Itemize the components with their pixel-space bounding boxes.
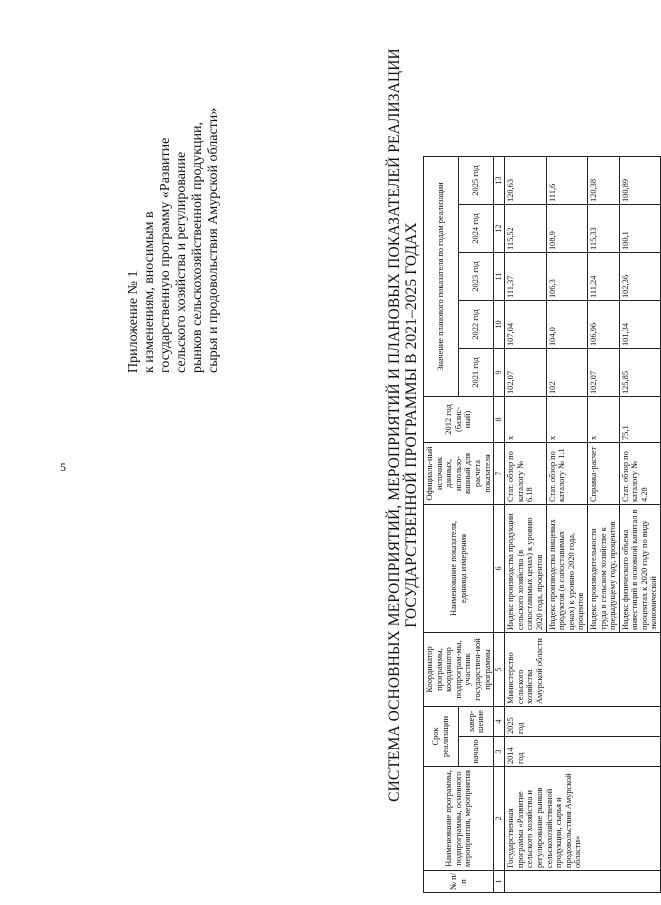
indicators-table xyxy=(423,156,661,893)
appendix-line: Приложение № 1 xyxy=(126,270,141,373)
value-2025: 120,38 xyxy=(587,157,619,205)
value-2023: 106,3 xyxy=(546,253,587,301)
title-line-2: ГОСУДАРСТВЕННОЙ ПРОГРАММЫ В 2021–2025 ГОДАХ xyxy=(403,222,420,628)
header-coordinator: Координатор программы, координатор подпрограм-мы, участник государствен-ной программы xyxy=(424,633,494,707)
indicator-name: Индекс производительности труда в сельском хозяйстве к предыдущему году, процентов xyxy=(587,505,619,633)
header-2022: 2022 год xyxy=(459,301,494,349)
indicator-base: 75,1 xyxy=(619,397,660,443)
value-2023: 102,36 xyxy=(619,253,660,301)
col-number: 4 xyxy=(494,707,505,737)
rotated-document-sheet xyxy=(0,5,659,905)
value-2023: 111,24 xyxy=(587,253,619,301)
header-num: № п/п xyxy=(424,871,494,893)
value-2025: 120,63 xyxy=(505,157,546,205)
appendix-line: сельского хозяйства и регулирование xyxy=(174,151,189,373)
column-number-row xyxy=(494,157,505,893)
header-2021: 2021 год xyxy=(459,349,494,397)
col-number: 9 xyxy=(494,349,505,397)
value-2021: 102 xyxy=(546,349,587,397)
header-2024: 2024 год xyxy=(459,205,494,253)
value-2024: 115,33 xyxy=(587,205,619,253)
indicator-source: Стат. обзор по каталогу № 4.28 xyxy=(619,443,660,505)
program-coordinator: Министерство сельского хозяйства Амурской области xyxy=(505,633,661,707)
col-number: 1 xyxy=(494,871,505,893)
value-2021: 125,85 xyxy=(619,349,660,397)
col-number: 8 xyxy=(494,397,505,443)
value-2022: 104,0 xyxy=(546,301,587,349)
indicator-source: Справка-расчет xyxy=(587,443,619,505)
col-number: 2 xyxy=(494,767,505,871)
appendix-line: к изменениям, вносимым в xyxy=(142,211,157,373)
header-start: начало xyxy=(459,737,494,767)
col-number: 11 xyxy=(494,253,505,301)
value-2021: 102,07 xyxy=(587,349,619,397)
header-row xyxy=(424,157,459,893)
indicator-base: х xyxy=(505,397,546,443)
col-number: 10 xyxy=(494,301,505,349)
title-line-1: СИСТЕМА ОСНОВНЫХ МЕРОПРИЯТИЙ, МЕРОПРИЯТИЙ И ПЛАНОВЫХ ПОКАЗАТЕЛЕЙ РЕАЛИЗАЦИИ xyxy=(386,48,403,802)
header-base-year: 2012 год (базис-ный) xyxy=(424,397,494,443)
value-2025: 100,89 xyxy=(619,157,660,205)
col-number: 12 xyxy=(494,205,505,253)
value-2023: 111,37 xyxy=(505,253,546,301)
appendix-line: сырья и продовольствия Амурской области» xyxy=(206,107,221,373)
row-number-cell xyxy=(505,871,661,893)
col-number: 5 xyxy=(494,633,505,707)
indicator-base: х xyxy=(587,397,619,443)
header-indicator: Наименование показателя, единица измерения xyxy=(424,505,494,633)
value-2021: 102,07 xyxy=(505,349,546,397)
appendix-block xyxy=(126,43,222,373)
indicator-name: Индекс производства продукции сельского хозяйства (в сопоставимых ценах) к уровню 2020 года, процентов xyxy=(505,505,546,633)
value-2024: 100,1 xyxy=(619,205,660,253)
value-2022: 101,34 xyxy=(619,301,660,349)
header-source: Официаль-ный источник данных, использо-ванный для расчета показателя xyxy=(424,443,494,505)
appendix-line: рынков сельскохозяйственной продукции, xyxy=(190,122,205,373)
indicator-name: Индекс производства пищевых продуктов (в сопоставимых ценах) к уровню 2020 года, процентов xyxy=(546,505,587,633)
header-term: Срок реализации xyxy=(424,707,459,767)
col-number: 3 xyxy=(494,737,505,767)
appendix-line: государственную программу «Развитие xyxy=(158,137,173,373)
indicator-base: х xyxy=(546,397,587,443)
value-2024: 115,52 xyxy=(505,205,546,253)
indicator-source: Стат. обзор по каталогу № 6.18 xyxy=(505,443,546,505)
header-end: завер-шение xyxy=(459,707,494,737)
program-end: 2025 год xyxy=(505,707,661,737)
col-number: 13 xyxy=(494,157,505,205)
value-2025: 111,6 xyxy=(546,157,587,205)
header-2025: 2025 год xyxy=(459,157,494,205)
indicator-name: Индекс физического объема инвестиций в основной капитал в процентах к 2020 году по виду экономической xyxy=(619,505,660,633)
indicator-source: Стат. обзор по каталогу № 1.1 xyxy=(546,443,587,505)
program-start: 2014 год xyxy=(505,737,661,767)
value-2022: 107,04 xyxy=(505,301,546,349)
table-row xyxy=(505,157,546,893)
value-2022: 106,96 xyxy=(587,301,619,349)
header-planned-values: Значение планового показателя по годам реализации xyxy=(424,157,459,397)
header-2023: 2023 год xyxy=(459,253,494,301)
page-number: 5 xyxy=(60,460,66,474)
col-number: 6 xyxy=(494,505,505,633)
header-name: Наименование программы, подпрограммы, основного мероприятия, мероприятия xyxy=(424,767,494,871)
program-name: Государственная программа «Развитие сельского хозяйства и регулирование рынков сельскохозяйственной продукции, сырья и продовольствия Амурской области» xyxy=(505,767,661,871)
col-number: 7 xyxy=(494,443,505,505)
value-2024: 108,9 xyxy=(546,205,587,253)
document-title xyxy=(386,25,420,825)
